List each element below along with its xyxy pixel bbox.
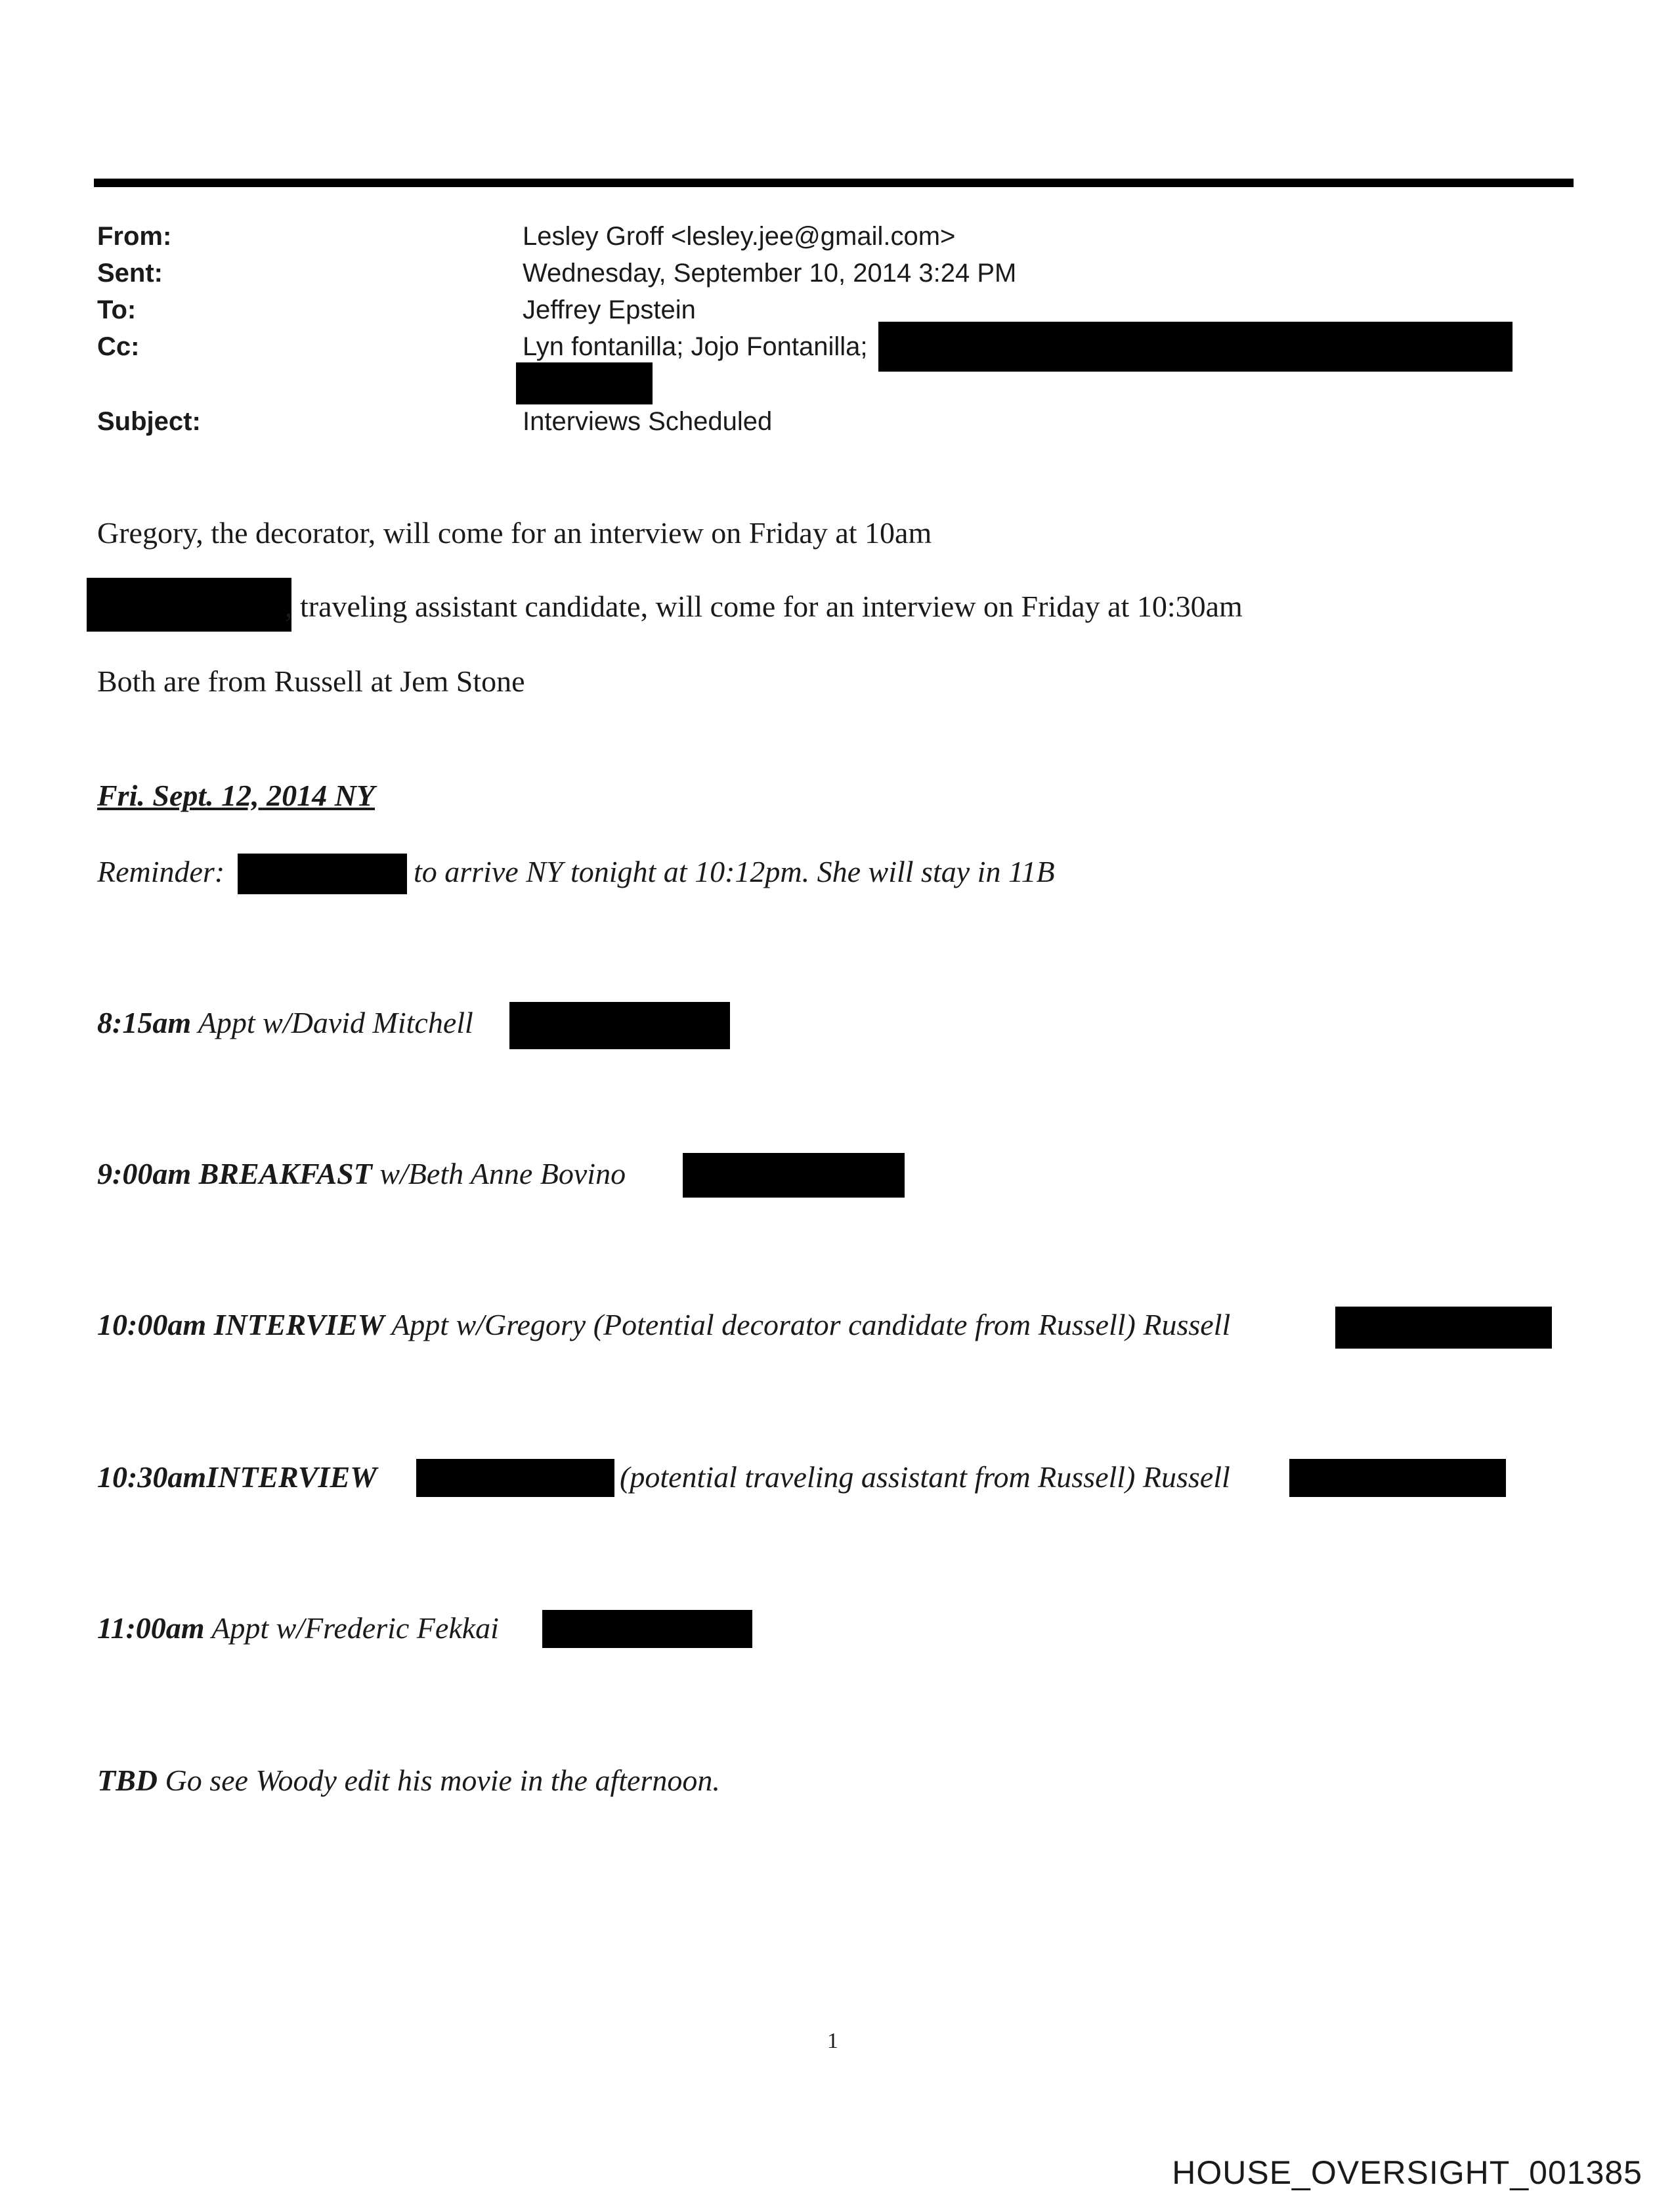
to-value: Jeffrey Epstein	[523, 295, 696, 324]
schedule-item	[97, 1610, 499, 1647]
schedule-redaction	[683, 1153, 905, 1198]
schedule-time: 9:00am	[97, 1157, 192, 1190]
schedule-item	[97, 1762, 720, 1799]
from-label: From:	[97, 222, 172, 251]
schedule-redaction	[416, 1459, 614, 1497]
candidate-name-redaction	[87, 578, 291, 632]
schedule-item	[97, 1459, 377, 1496]
schedule-redaction	[542, 1610, 752, 1648]
reminder-line	[97, 854, 225, 890]
cc-redaction	[878, 322, 1513, 372]
reminder-label: Reminder:	[97, 855, 225, 888]
cc-label: Cc:	[97, 332, 140, 361]
schedule-keyword: INTERVIEW	[206, 1460, 377, 1494]
page-number: 1	[827, 2029, 838, 2053]
schedule-time: 11:00am	[97, 1611, 205, 1645]
schedule-redaction	[1289, 1459, 1506, 1497]
schedule-redaction	[1335, 1307, 1552, 1349]
subject-value: Interviews Scheduled	[523, 407, 773, 436]
schedule-time: 10:00am	[97, 1308, 207, 1341]
bates-number: HOUSE_OVERSIGHT_001385	[1172, 2154, 1642, 2191]
schedule-text: Go see Woody edit his movie in the afternoon.	[165, 1764, 720, 1797]
cc-value: Lyn fontanilla; Jojo Fontanilla;	[523, 332, 868, 361]
schedule-time: 8:15am	[97, 1006, 192, 1039]
cc-redaction-2	[516, 362, 653, 404]
schedule-time: 10:30am	[97, 1460, 207, 1494]
header-divider	[94, 179, 1574, 187]
schedule-item	[97, 1156, 626, 1192]
schedule-keyword: INTERVIEW	[213, 1308, 385, 1341]
schedule-item	[97, 1005, 473, 1041]
subject-label: Subject:	[97, 407, 201, 436]
sent-label: Sent:	[97, 259, 163, 288]
body-line-assistant: , traveling assistant candidate, will come for an interview on Friday at 10:30am	[285, 590, 1243, 623]
schedule-text: Appt w/David Mitchell	[198, 1006, 473, 1039]
reminder-redaction	[238, 854, 407, 894]
schedule-redaction	[509, 1002, 730, 1049]
reminder-rest: to arrive NY tonight at 10:12pm. She will stay in 11B	[414, 855, 1055, 888]
body-line-decorator: Gregory, the decorator, will come for an interview on Friday at 10am	[97, 516, 932, 550]
schedule-text: (potential traveling assistant from Russell) Russell	[620, 1460, 1230, 1494]
sent-value: Wednesday, September 10, 2014 3:24 PM	[523, 259, 1017, 288]
date-heading: Fri. Sept. 12, 2014 NY	[97, 779, 375, 812]
schedule-keyword: BREAKFAST	[198, 1157, 372, 1190]
from-value: Lesley Groff <lesley.jee@gmail.com>	[523, 222, 956, 251]
schedule-text: Appt w/Frederic Fekkai	[211, 1611, 499, 1645]
to-label: To:	[97, 295, 137, 324]
schedule-text: w/Beth Anne Bovino	[379, 1157, 626, 1190]
schedule-text: Appt w/Gregory (Potential decorator candidate from Russell) Russell	[391, 1308, 1231, 1341]
body-line-source: Both are from Russell at Jem Stone	[97, 664, 525, 698]
schedule-time: TBD	[97, 1764, 158, 1797]
schedule-item	[97, 1307, 1230, 1343]
